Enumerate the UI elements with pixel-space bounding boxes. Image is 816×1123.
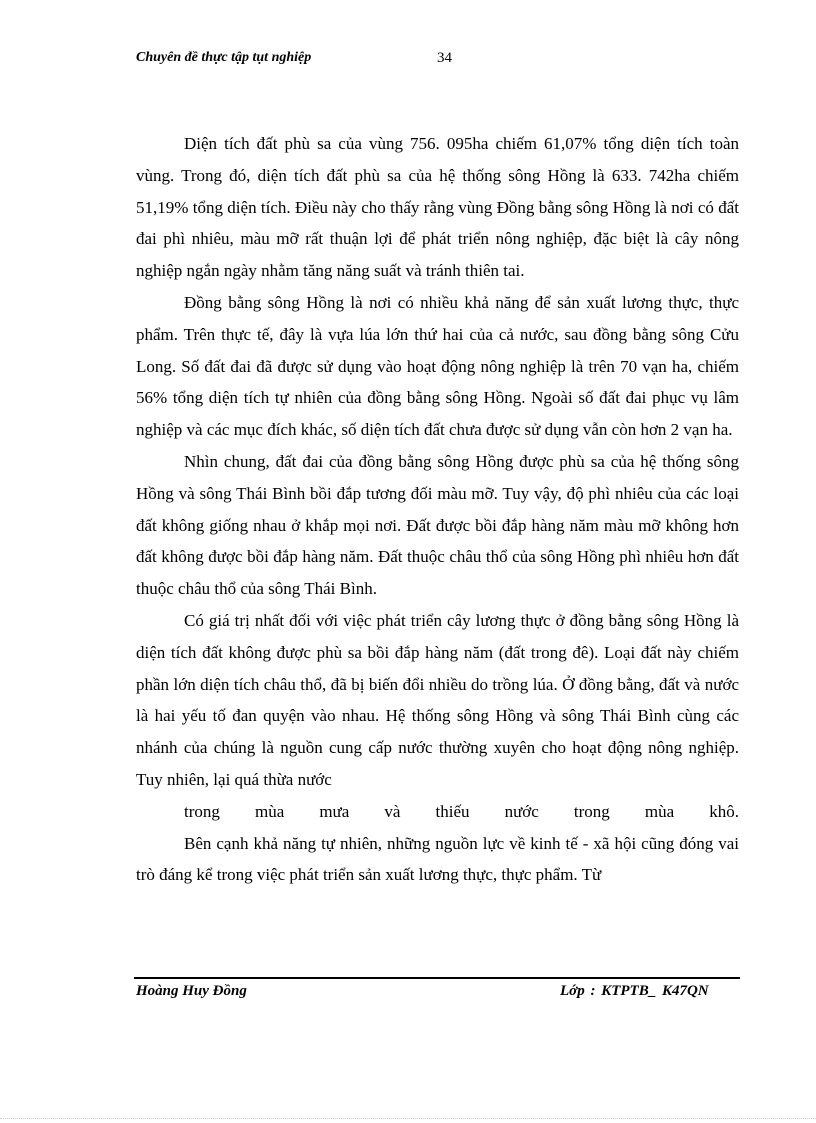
page-number: 34 [437,50,452,66]
paragraph: Bên cạnh khả năng tự nhiên, những nguồn lực về kinh tế - xã hội cũng đóng vai trò đáng kể trong việc phát triển sản xuất lương thực, thực phẩm. Từ [136,833,739,885]
paragraph: Có giá trị nhất đối với việc phát triển cây lương thực ở đồng bằng sông Hồng là diện tích đất không được phù sa bồi đắp hàng năm (đất trong đê). Loại đất này chiếm phần lớn diện tích châu thổ, đã bị biến đổi nhiều do trồng lúa. Ở đồng bằng, đất và nước là hai yếu tố đan quyện vào nhau. Hệ thống sông Hồng và sông Thái Bình cùng các nhánh của chúng là nguồn cung cấp nước thường xuyên cho hoạt động nông nghiệp. Tuy nhiên, lại quá thừa nước [136,610,739,789]
paragraph: Đồng bằng sông Hồng là nơi có nhiều khả năng để sản xuất lương thực, thực phẩm. Trên thực tế, đây là vựa lúa lớn thứ hai của cả nước, sau đồng bằng sông Cửu Long. Số đất đai đã được sử dụng vào hoạt động nông nghiệp là trên 70 vạn ha, chiếm 56% tổng diện tích tự nhiên của đồng bằng sông Hồng. Ngoài số đất đai phục vụ lâm nghiệp và các mục đích khác, số diện tích đất chưa được sử dụng vẫn còn hơn 2 vạn ha. [136,292,739,440]
body-text [136,128,739,891]
footer-divider [134,977,740,979]
word: thiếu [435,801,470,821]
footer-author: Hoàng Huy Đồng [136,983,247,999]
word: trong [184,801,220,821]
word: mưa [319,801,350,821]
word: nước [504,801,539,821]
footer-class: Lớp : KTPTB_ K47QN [560,983,709,999]
paragraph: Diện tích đất phù sa của vùng 756. 095ha chiếm 61,07% tổng diện tích toàn vùng. Trong đó, diện tích đất phù sa của hệ thống sông Hồng là 633. 742ha chiếm 51,19% tổng diện tích. Điều này cho thấy rằng vùng Đồng bằng sông Hồng là nơi có đất đai phì nhiêu, màu mỡ rất thuận lợi để phát triển nông nghiệp, đặc biệt là cây nông nghiệp ngắn ngày nhằm tăng năng suất và tránh thiên tai. [136,134,739,281]
spread-line [136,796,739,828]
word: mùa [254,801,285,821]
word: khô. [709,801,739,821]
paragraph: Nhìn chung, đất đai của đồng bằng sông Hồng được phù sa của hệ thống sông Hồng và sông Thái Bình bồi đắp tương đối màu mỡ. Tuy vậy, độ phì nhiêu của các loại đất không giống nhau ở khắp mọi nơi. Đất được bồi đắp hàng năm màu mỡ không hơn đất không được bồi đắp hàng năm. Đất thuộc châu thổ của sông Hồng phì nhiêu hơn đất thuộc châu thổ của sông Thái Bình. [136,451,739,599]
page-edge-divider [0,1118,816,1119]
header-title: Chuyên đề thực tập tụt nghiệp [136,50,312,65]
word: trong [573,801,610,821]
word: mùa [644,801,675,821]
word: và [384,801,401,821]
